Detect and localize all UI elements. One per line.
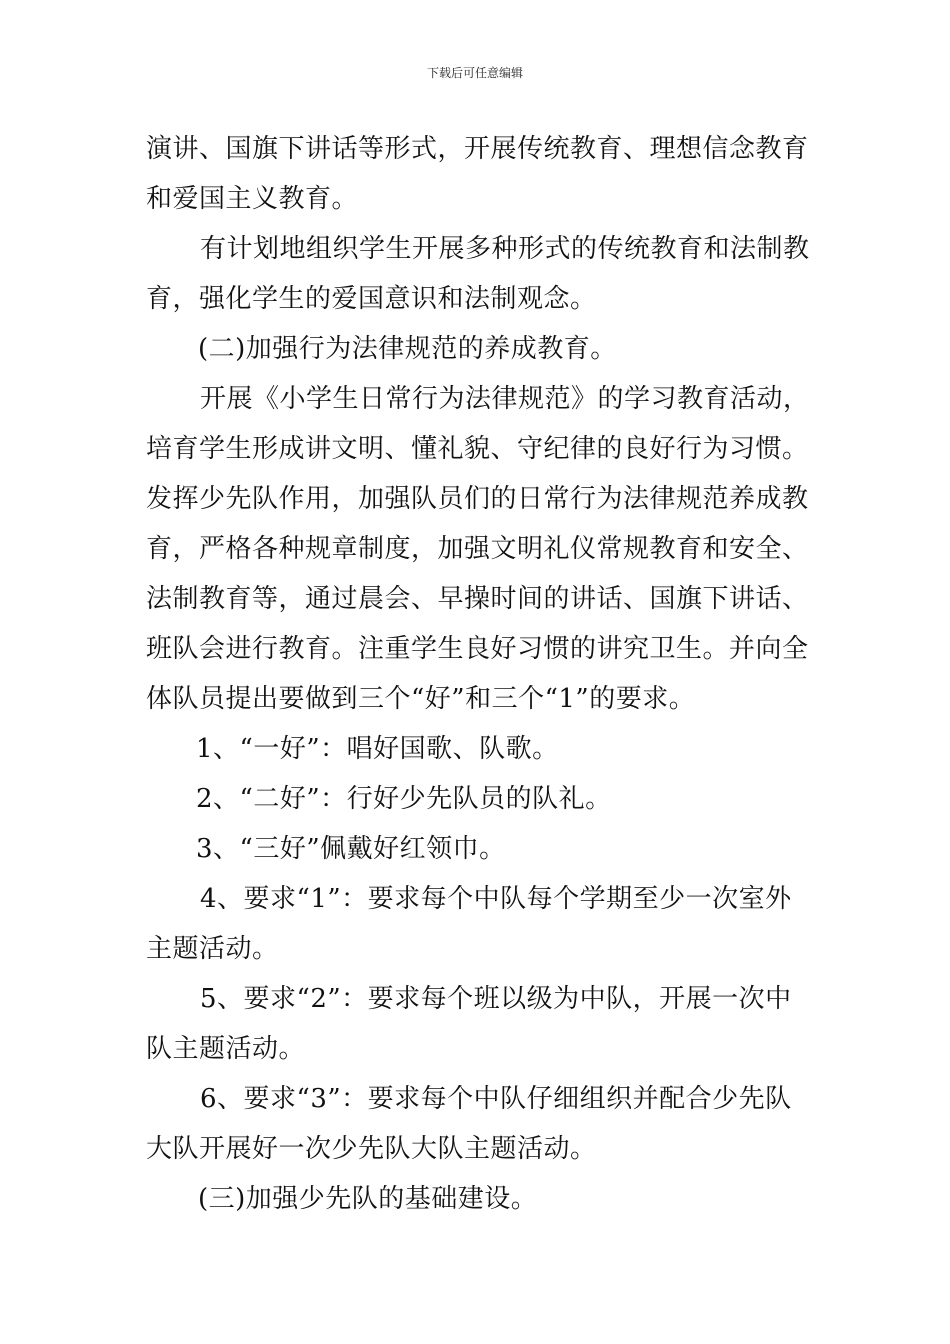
section-heading: (二)加强行为法律规范的养成教育。 <box>198 334 617 364</box>
page-header: 下载后可任意编辑 <box>426 66 523 80</box>
text-line: 队主题活动。 <box>146 1034 306 1064</box>
text-line: 发挥少先队作用，加强队员们的日常行为法律规范养成教 <box>146 484 809 514</box>
list-item: 6、要求“3”：要求每个中队仔细组织并配合少先队 <box>200 1084 792 1114</box>
text-line: 主题活动。 <box>146 934 279 964</box>
list-item: 5、要求“2”：要求每个班以级为中队，开展一次中 <box>200 984 792 1014</box>
section-heading: (三)加强少先队的基础建设。 <box>198 1184 538 1214</box>
text-line: 班队会进行教育。注重学生良好习惯的讲究卫生。并向全 <box>146 634 809 664</box>
text-line: 演讲、国旗下讲话等形式，开展传统教育、理想信念教育 <box>146 134 809 164</box>
text-line: 法制教育等，通过晨会、早操时间的讲话、国旗下讲话、 <box>146 584 809 614</box>
text-line: 育，严格各种规章制度，加强文明礼仪常规教育和安全、 <box>146 534 809 564</box>
text-line: 大队开展好一次少先队大队主题活动。 <box>146 1134 597 1164</box>
list-item: 1、“一好”：唱好国歌、队歌。 <box>196 734 559 764</box>
list-item: 4、要求“1”：要求每个中队每个学期至少一次室外 <box>200 884 792 914</box>
text-line: 和爱国主义教育。 <box>146 184 359 214</box>
list-item: 2、“二好”：行好少先队员的队礼。 <box>196 784 612 814</box>
text-line: 有计划地组织学生开展多种形式的传统教育和法制教 <box>200 234 810 264</box>
text-line: 育，强化学生的爱国意识和法制观念。 <box>146 284 597 314</box>
text-line: 体队员提出要做到三个“好”和三个“1”的要求。 <box>146 684 696 714</box>
text-line: 培育学生形成讲文明、懂礼貌、守纪律的良好行为习惯。 <box>146 434 809 464</box>
list-item: 3、“三好”佩戴好红领巾。 <box>196 834 506 864</box>
text-line: 开展《小学生日常行为法律规范》的学习教育活动， <box>200 384 810 414</box>
